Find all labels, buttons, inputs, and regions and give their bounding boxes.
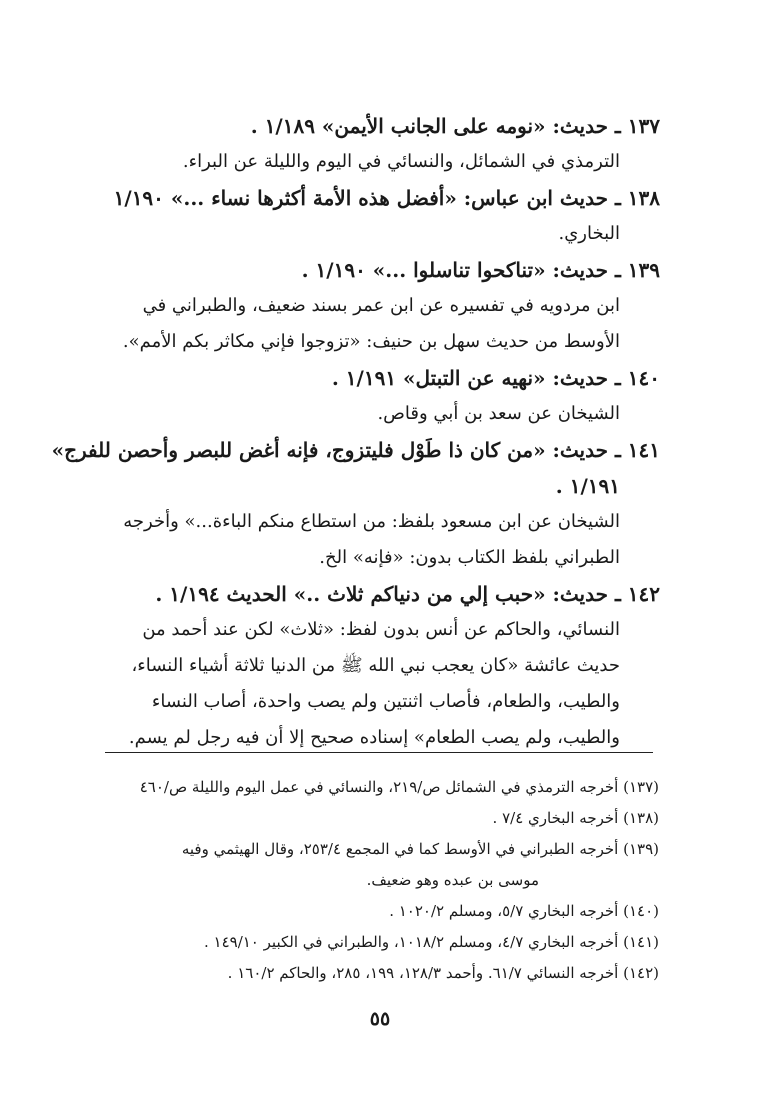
footnote: (١٤١) أخرجه البخاري ٤/٧، ومسلم ١٠١٨/٢، والطبراني في الكبير ١٤٩/١٠ . <box>203 933 659 951</box>
text-line: ابن مردويه في تفسيره عن ابن عمر بسند ضعيف، والطبراني في <box>142 295 620 316</box>
text-line: حديث عائشة «كان يعجب نبي الله ﷺ من الدنيا ثلاثة أشياء النساء، <box>131 655 620 676</box>
text-line: النسائي، والحاكم عن أنس بدون لفظ: «ثلاث» لكن عند أحمد من <box>142 619 620 640</box>
text-line: الطبراني بلفظ الكتاب بدون: «فإنه» الخ. <box>319 547 620 568</box>
footnotes <box>99 772 659 989</box>
hadith-takhrij <box>100 216 620 252</box>
hadith-heading: ١٣٩ ـ حديث: «تناكحوا تناسلوا ...» ١/١٩٠ . <box>301 258 660 282</box>
hadith-takhrij <box>100 396 620 432</box>
hadith-takhrij <box>100 288 620 360</box>
main-text <box>51 108 660 756</box>
hadith-heading: ١٤١ ـ حديث: «من كان ذا طَوْل فليتزوج، فإنه أغض للبصر وأحصن للفرج» <box>51 438 660 462</box>
hadith-entry <box>51 432 660 576</box>
hadith-heading: ١٤٢ ـ حديث: «حبب إلي من دنياكم ثلاث ..» الحديث ١/١٩٤ . <box>155 582 660 606</box>
text-line: والطيب، والطعام، فأصاب اثنتين ولم يصب واحدة، أصاب النساء <box>151 691 620 712</box>
text-line: الشيخان عن سعد بن أبي وقاص. <box>377 403 620 424</box>
hadith-entry <box>100 180 660 252</box>
footnote-divider <box>105 752 653 753</box>
footnote: (١٤٢) أخرجه النسائي ٦١/٧. وأحمد ١٢٨/٣، ١٩٩، ٢٨٥، والحاكم ١٦٠/٢ . <box>227 964 659 982</box>
footnote-continued: موسى بن عبده وهو ضعيف. <box>366 871 539 889</box>
text-line: الترمذي في الشمائل، والنسائي في اليوم والليلة عن البراء. <box>182 151 620 172</box>
footnote: (١٤٠) أخرجه البخاري ٥/٧، ومسلم ١٠٢٠/٢ . <box>389 902 659 920</box>
text-line: البخاري. <box>558 223 620 244</box>
hadith-entry <box>100 108 660 180</box>
footnote: (١٣٨) أخرجه البخاري ٧/٤ . <box>492 809 659 827</box>
hadith-heading: ١٣٨ ـ حديث ابن عباس: «أفضل هذه الأمة أكثرها نساء ...» ١/١٩٠ <box>113 186 660 210</box>
hadith-takhrij <box>100 612 620 756</box>
hadith-entry <box>100 252 660 360</box>
footnote: (١٣٩) أخرجه الطبراني في الأوسط كما في المجمع ٢٥٣/٤، وقال الهيثمي وفيه <box>181 840 659 858</box>
text-line: الشيخان عن ابن مسعود بلفظ: من استطاع منكم الباءة...» وأخرجه <box>123 511 620 532</box>
hadith-entry <box>100 360 660 432</box>
page-number: ٥٥ <box>369 1008 391 1030</box>
text-line: والطيب، ولم يصب الطعام» إسناده صحيح إلا أن فيه رجل لم يسم. <box>128 727 620 748</box>
hadith-heading: ١٣٧ ـ حديث: «نومه على الجانب الأيمن» ١/١٨٩ . <box>250 114 660 138</box>
text-line: الأوسط من حديث سهل بن حنيف: «تزوجوا فإني مكاثر بكم الأمم». <box>122 331 620 352</box>
hadith-entry <box>100 576 660 756</box>
hadith-takhrij <box>100 504 620 576</box>
hadith-takhrij <box>100 144 620 180</box>
hadith-heading-continued: ١/١٩١ . <box>555 474 620 498</box>
footnote: (١٣٧) أخرجه الترمذي في الشمائل ص/٢١٩، والنسائي في عمل اليوم والليلة ص/٤٦٠ <box>139 778 659 796</box>
hadith-heading: ١٤٠ ـ حديث: «نهيه عن التبتل» ١/١٩١ . <box>331 366 660 390</box>
